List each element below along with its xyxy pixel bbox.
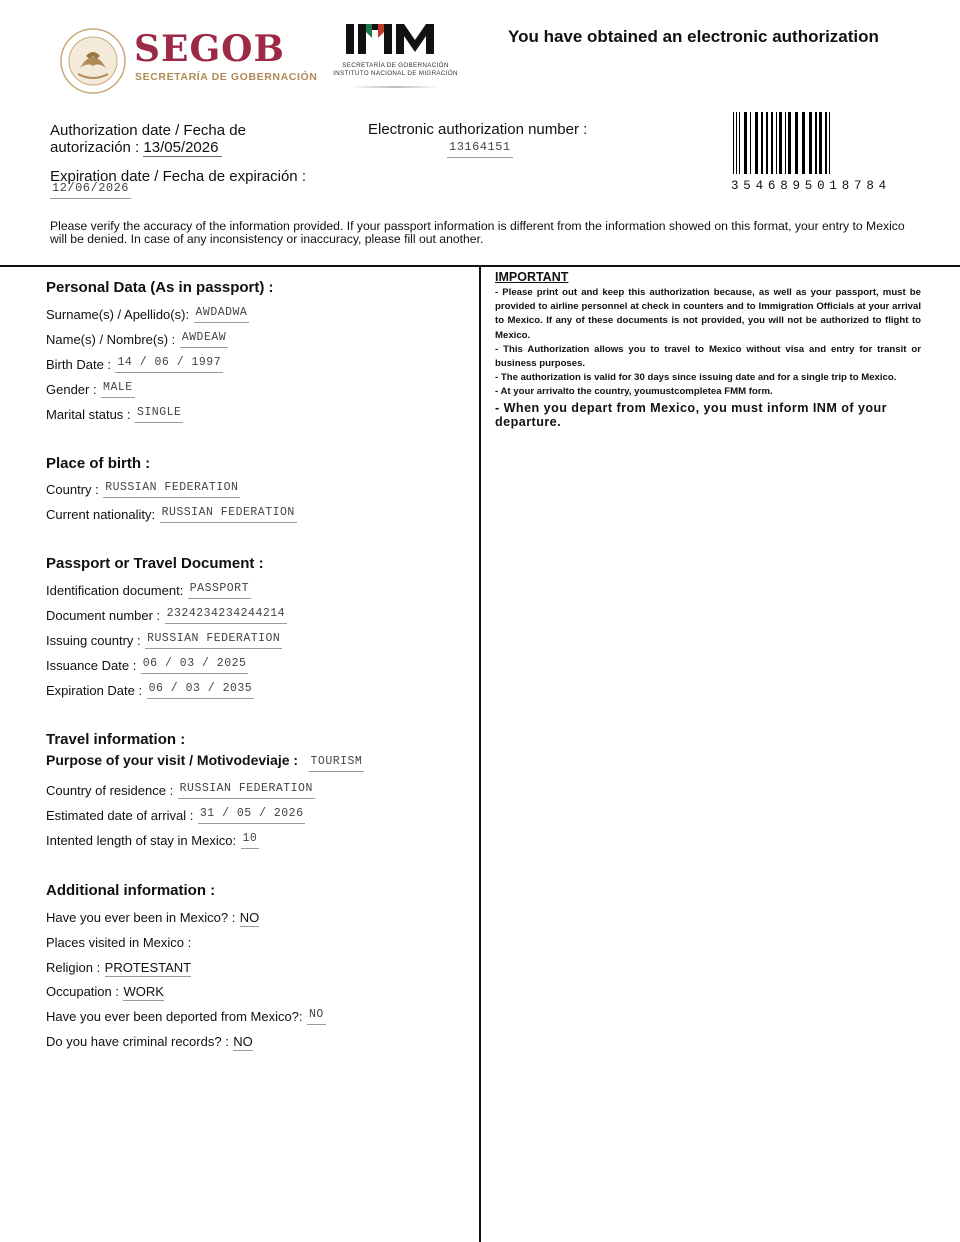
barcode-bar — [776, 112, 777, 174]
occupation-row — [46, 983, 164, 1001]
authorization-date — [50, 122, 246, 156]
inm-subtitle-1: SECRETARÍA DE GOBERNACIÓN — [342, 62, 449, 69]
religion-value: PROTESTANT — [104, 960, 192, 975]
gender-label: Gender : — [46, 382, 97, 397]
surname-row — [46, 302, 249, 323]
birth-date-label: Birth Date : — [46, 357, 112, 372]
deported-row — [46, 1004, 326, 1025]
occupation-label: Occupation : — [46, 984, 119, 999]
additional-heading: Additional information : — [46, 882, 216, 899]
identification-document-label: Identification document: — [46, 583, 184, 598]
authorization-date-label: Authorization date / Fecha de — [50, 122, 246, 139]
barcode-bar — [809, 112, 812, 174]
marital-status-value: SINGLE — [135, 406, 183, 423]
been-in-mexico-row — [46, 909, 259, 927]
barcode-bar — [788, 112, 791, 174]
arrival-value: 31 / 05 / 2026 — [198, 807, 306, 824]
deported-label: Have you ever been deported from Mexico?: — [46, 1009, 303, 1024]
barcode-bar — [771, 112, 773, 174]
inm-logo — [328, 24, 463, 94]
document-title: You have obtained an electronic authorization — [508, 27, 879, 46]
criminal-records-value: NO — [233, 1034, 253, 1049]
marital-status-label: Marital status : — [46, 407, 131, 422]
marital-status-row — [46, 402, 183, 423]
occupation-value: WORK — [123, 984, 164, 999]
identification-document-value: PASSPORT — [188, 582, 251, 599]
barcode-digits: 3546895018784 — [731, 179, 891, 193]
document-number-label: Document number : — [46, 608, 161, 623]
barcode-bar — [736, 112, 737, 174]
barcode-bar — [744, 112, 747, 174]
segob-subtitle: SECRETARÍA DE GOBERNACIÓN — [135, 71, 318, 83]
residence-label: Country of residence : — [46, 783, 174, 798]
name-value: AWDEAW — [180, 331, 228, 348]
criminal-records-row — [46, 1033, 253, 1051]
important-item: - The authorization is valid for 30 days since issuing date and for a single trip to Mexico. — [495, 372, 897, 384]
nationality-label: Current nationality: — [46, 507, 156, 522]
expiration-date-label: Expiration date / Fecha de expiración : — [50, 168, 306, 185]
important-heading: IMPORTANT — [495, 270, 569, 284]
places-visited-label: Places visited in Mexico : — [46, 935, 192, 950]
arrival-label: Estimated date of arrival : — [46, 808, 194, 823]
segob-logo — [58, 26, 318, 96]
nationality-row — [46, 502, 297, 523]
barcode-bar — [733, 112, 734, 174]
authorization-number-label: Electronic authorization number : — [368, 121, 588, 138]
document-number-row — [46, 603, 287, 624]
stay-label: Intented length of stay in Mexico: — [46, 833, 237, 848]
places-visited-row — [46, 934, 191, 952]
been-in-mexico-label: Have you ever been in Mexico? : — [46, 910, 236, 925]
authorization-date-label-2: autorización : — [50, 139, 140, 156]
purpose-label: Purpose of your visit / Motivodeviaje : — [46, 752, 299, 768]
birth-country-value: RUSSIAN FEDERATION — [103, 481, 240, 498]
barcode-bar — [766, 112, 768, 174]
barcode-bar — [750, 112, 751, 174]
passport-heading: Passport or Travel Document : — [46, 555, 264, 572]
barcode-bar — [761, 112, 763, 174]
important-item: - Please print out and keep this authorization because, as well as your passport, must be provided to airline personnel at check in counters and to Immigration Officials at your arrival to Mexico. If any of these documents is not provided, you will not be authorized to flight to Mexico. — [495, 287, 921, 341]
been-in-mexico-value: NO — [239, 910, 260, 925]
birth-date-value: 14 / 06 / 1997 — [115, 356, 223, 373]
passport-expiration-label: Expiration Date : — [46, 683, 143, 698]
surname-label: Surname(s) / Apellido(s): — [46, 307, 190, 322]
barcode-bar — [779, 112, 782, 174]
personal-data-heading: Personal Data (As in passport) : — [46, 279, 274, 296]
barcode-bar — [795, 112, 798, 174]
gender-row — [46, 377, 135, 398]
identification-document-row — [46, 578, 251, 599]
deported-value: NO — [307, 1008, 326, 1025]
important-box — [495, 270, 921, 430]
travel-heading: Travel information : — [46, 731, 186, 748]
authorization-date-value: 13/05/2026 — [143, 139, 222, 157]
important-item: - This Authorization allows you to travel to Mexico without visa and entry for transit or business purposes. — [495, 343, 921, 370]
purpose-row — [46, 751, 364, 772]
criminal-records-label: Do you have criminal records? : — [46, 1034, 229, 1049]
issuance-date-label: Issuance Date : — [46, 658, 137, 673]
barcode — [731, 112, 911, 174]
surname-value: AWDADWA — [194, 306, 250, 323]
issuing-country-label: Issuing country : — [46, 633, 141, 648]
stay-value: 10 — [241, 832, 260, 849]
passport-expiration-row — [46, 678, 254, 699]
barcode-bar — [785, 112, 786, 174]
important-final-note: - When you depart from Mexico, you must inform INM of your departure. — [495, 400, 888, 430]
barcode-bar — [802, 112, 805, 174]
barcode-bar — [829, 112, 830, 174]
barcode-bar — [815, 112, 817, 174]
important-item: - At your arrivalto the country, youmustcompletea FMM form. — [495, 386, 773, 398]
place-of-birth-heading: Place of birth : — [46, 455, 151, 472]
residence-value: RUSSIAN FEDERATION — [178, 782, 315, 799]
issuing-country-row — [46, 628, 282, 649]
name-label: Name(s) / Nombre(s) : — [46, 332, 176, 347]
birth-date-row — [46, 352, 223, 373]
name-row — [46, 327, 228, 348]
issuing-country-value: RUSSIAN FEDERATION — [145, 632, 282, 649]
vertical-divider — [479, 266, 481, 1242]
barcode-bar — [825, 112, 827, 174]
birth-country-label: Country : — [46, 482, 99, 497]
verification-notice: Please verify the accuracy of the information provided. If your passport information is different from the information showed on this format, your entry to Mexico will be denied. In case of any inconsistency or inaccuracy, please fill out another. — [50, 219, 905, 246]
residence-row — [46, 778, 315, 799]
authorization-number-value: 13164151 — [447, 140, 513, 158]
issuance-date-row — [46, 653, 248, 674]
nationality-value: RUSSIAN FEDERATION — [160, 506, 297, 523]
stay-row — [46, 828, 259, 849]
barcode-bar — [819, 112, 822, 174]
gender-value: MALE — [101, 381, 135, 398]
birth-country-row — [46, 477, 240, 498]
segob-title: SEGOB — [134, 28, 285, 70]
passport-expiration-value: 06 / 03 / 2035 — [147, 682, 255, 699]
mexico-seal-icon — [58, 26, 128, 96]
purpose-value: TOURISM — [309, 755, 365, 772]
religion-row — [46, 959, 191, 977]
barcode-bar — [755, 112, 758, 174]
document-number-value: 2324234234244214 — [165, 607, 287, 624]
issuance-date-value: 06 / 03 / 2025 — [141, 657, 249, 674]
religion-label: Religion : — [46, 960, 101, 975]
barcode-bar — [739, 112, 740, 174]
inm-subtitle-2: INSTITUTO NACIONAL DE MIGRACIÓN — [333, 70, 458, 77]
arrival-row — [46, 803, 305, 824]
expiration-date-value: 12/06/2026 — [50, 181, 131, 199]
